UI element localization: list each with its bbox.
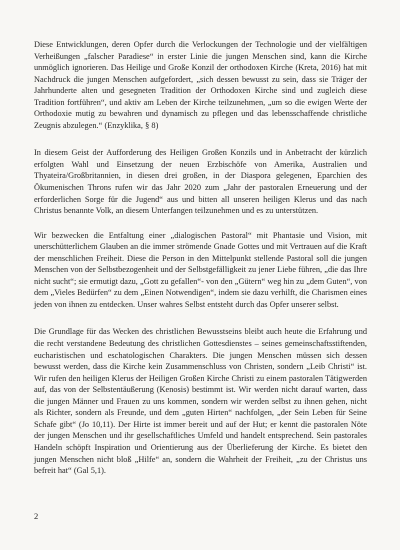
document-body xyxy=(34,39,367,493)
page-number: 2 xyxy=(34,511,39,521)
paragraph-4: Die Grundlage für das Wecken des christlichen Bewusstseins bleibt auch heute die Erfahrung und die recht verstandene Bedeutung des christlichen Gottesdienstes – seines gemeinschaftsstiftenden, eucharistischen und eschatologischen Charakters. Die jungen Menschen müssen sich dessen bewusst werden, dass die Kirche kein Zusammenschluss von Christen, sondern „Leib Christi“ ist. Wir rufen den heiligen Klerus der Heiligen Großen Kirche Christi zu einem pastoralen Tätigwerden auf, das von der Selbstentäußerung (Kenosis) bestimmt ist. Wir werden nicht darauf warten, dass die jungen Männer und Frauen zu uns kommen, sondern wir werden selbst zu ihnen gehen, nicht als Richter, sondern als Freunde, und dem „guten Hirten“ nachfolgen, „der Sein Leben für Seine Schafe gibt“ (Jo 10,11). Der Hirte ist immer bereit und auf der Hut; er kennt die pastoralen Nöte der jungen Menschen und ihr gesellschaftliches Umfeld und handelt entsprechend. Sein pastorales Handeln schöpft Inspiration und Orientierung aus der Überlieferung der Kirche. Es bietet den jungen Menschen nicht bloß „Hilfe“ an, sondern die Wahrheit der Freiheit, „zu der Christus uns befreit hat“ (Gal 5,1). xyxy=(34,327,367,476)
paragraph-3: Wir bezwecken die Entfaltung einer „dialogischen Pastoral“ mit Phantasie und Vision, mit unerschütterlichem Glauben an die immer strömende Gnade Gottes und mit Vertrauen auf die Kraft der menschlichen Freiheit. Diese die Person in den Mittelpunkt stellende Pastoral soll die jungen Menschen von der Selbstbezogenheit und der Selbstgefälligkeit zu jener Liebe führen, „die das Ihre nicht sucht“; sie ermutigt dazu, „Gott zu gefallen“- von den „Gütern“ weg hin zu „dem Guten“, von dem „Vieles Bedürfen“ zu dem „Einen Notwendigen“, indem sie dazu verhilft, die Charismen eines jeden von ihnen zu entdecken. Unser wahres Selbst entsteht durch das Opfer unserer selbst. xyxy=(34,230,367,309)
paragraph-2: In diesem Geist der Aufforderung des Heiligen Großen Konzils und in Anbetracht der kürzlich erfolgten Wahl und Einsetzung der neuen Erzbischöfe von Amerika, Australien und Thyateira/Großbritannien, in diesen drei großen, in der Diaspora gelegenen, Eparchien des Ökumenischen Throns rufen wir das Jahr 2020 zum „Jahr der pastoralen Erneuerung und der erforderlichen Sorge für die Jugend“ aus und bitten all unseren heiligen Klerus und das nach Christus benannte Volk, an diesem Unterfangen teilzunehmen und es zu unterstützen. xyxy=(34,148,367,216)
paragraph-1: Diese Entwicklungen, deren Opfer durch die Verlockungen der Technologie und der vielfältigen Verheißungen „falscher Paradiese“ in erster Linie die jungen Menschen sind, kann die Kirche unmöglich ignorieren. Das Heilige und Große Konzil der orthodoxen Kirche (Kreta, 2016) hat mit Nachdruck die jungen Menschen aufgefordert, „sich dessen bewusst zu sein, dass sie Träger der Jahrhunderte alten und gesegneten Tradition der Orthodoxen Kirche sind und zugleich diese Tradition fortführen“, und aktiv am Leben der Kirche teilzunehmen, „um so die ewigen Werte der Orthodoxie mutig zu bewahren und dynamisch zu pflegen und das lebensschaffende christliche Zeugnis abzulegen.“ (Enzyklika, § 8) xyxy=(34,40,367,130)
